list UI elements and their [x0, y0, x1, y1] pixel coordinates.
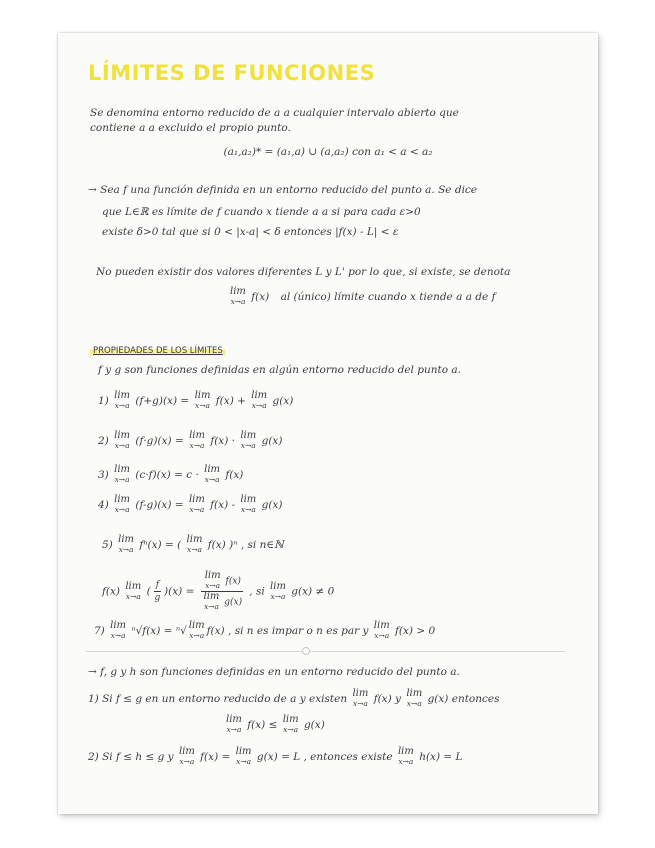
squeeze-intro: → f, g y h son funciones definidas en un entorno reducido del punto a. [88, 666, 460, 678]
intro-formula: (a₁,a₂)* = (a₁,a) ∪ (a,a₂) con a₁ < a < a₂ [223, 146, 433, 158]
uniqueness-line-2: lim x→a f(x) al (único) límite cuando x tiende a a de f [230, 286, 496, 306]
property-2: 2) lim x→a (f·g)(x) = lim x→a f(x) · lim x→a g(x) [98, 430, 283, 450]
squeeze-statement-1-result: lim x→a f(x) ≤ lim x→a g(x) [226, 714, 325, 734]
property-4: 4) lim x→a (f-g)(x) = lim x→a f(x) - lim x→a g(x) [98, 494, 283, 514]
squeeze-statement-2: 2) Si f ≤ h ≤ g y lim x→a f(x) = lim x→a g(x) = L , entonces existe lim x→a h(x) = L [88, 746, 463, 766]
limit-notation: lim x→a [230, 286, 246, 306]
intro-line-1: Se denomina entorno reducido de a a cualquier intervalo abierto que [90, 107, 459, 119]
page-title: LÍMITES DE FUNCIONES [88, 61, 376, 85]
definition-line-2: que L∈ℝ es límite de f cuando x tiende a a si para cada ε>0 [102, 206, 421, 218]
definition-line-3: existe δ>0 tal que si 0 < |x-a| < δ entonces |f(x) - L| < ε [102, 226, 399, 238]
section-divider [86, 651, 566, 652]
property-5: 5) lim x→a fⁿ(x) = ( lim x→a f(x) )ⁿ , si n∈ℕ [102, 534, 284, 554]
uniqueness-line-1: No pueden existir dos valores diferentes L y L' por lo que, si existe, se denota [96, 266, 511, 278]
properties-heading: PROPIEDADES DE LOS LÍMITES [90, 343, 226, 358]
definition-line-1: → Sea f una función definida en un entorno reducido del punto a. Se dice [88, 184, 478, 196]
properties-intro: f y g son funciones definidas en algún entorno reducido del punto a. [98, 364, 461, 376]
intro-line-2: contiene a a excluido el propio punto. [90, 122, 291, 134]
divider-circle-icon [302, 647, 310, 655]
property-3: 3) lim x→a (c·f)(x) = c · lim x→a f(x) [98, 464, 244, 484]
property-6: f(x) lim x→a ( $\frac{f}{g}$ )(x) = lim x→a f(x) lim x→a g(x) , si lim x→a g(x) ≠ 0 [102, 570, 335, 611]
property-7: 7) lim x→a ⁿ√f(x) = ⁿ√ lim x→a f(x) , si n es impar o n es par y lim x→a f(x) > 0 [94, 620, 436, 640]
notebook-page [58, 33, 598, 814]
squeeze-statement-1: 1) Si f ≤ g en un entorno reducido de a y existen lim x→a f(x) y lim x→a g(x) entonces [88, 688, 500, 708]
property-1: 1) lim x→a (f+g)(x) = lim x→a f(x) + lim x→a g(x) [98, 390, 294, 410]
